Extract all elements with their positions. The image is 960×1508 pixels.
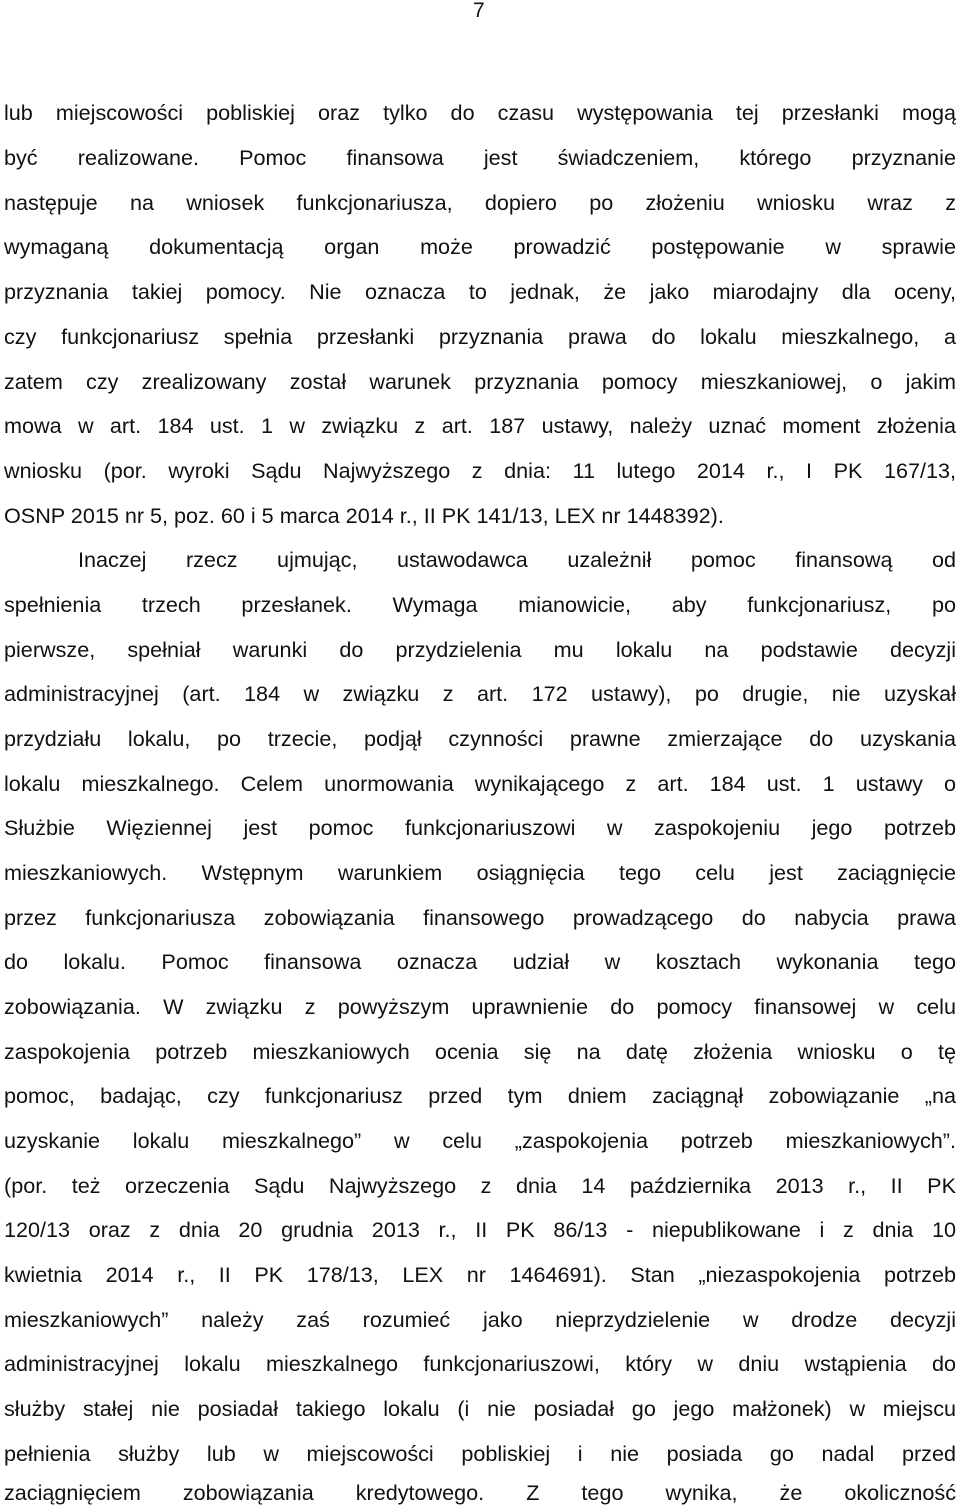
text-line: przyznania takiej pomocy. Nie oznacza to jednak, że jako miarodajny dla oceny, — [4, 279, 956, 304]
text-line: administracyjnej (art. 184 w związku z art. 172 ustawy), po drugie, nie uzyskał — [4, 681, 956, 706]
text-line: następuje na wniosek funkcjonariusza, dopiero po złożeniu wniosku wraz z — [4, 190, 956, 215]
text-line: zaciągnięciem zobowiązania kredytowego. Z tego wynika, że okoliczność — [4, 1480, 956, 1505]
text-line: pomoc, badając, czy funkcjonariusz przed tym dniem zaciągnął zobowiązanie „na — [4, 1083, 956, 1108]
page-number: 7 — [473, 0, 485, 22]
text-line: administracyjnej lokalu mieszkalnego funkcjonariuszowi, który w dniu wstąpienia do — [4, 1351, 956, 1376]
text-line: mowa w art. 184 ust. 1 w związku z art. 187 ustawy, należy uznać moment złożenia — [4, 413, 956, 438]
text-line: pełnienia służby lub w miejscowości pobliskiej i nie posiada go nadal przed — [4, 1441, 956, 1466]
text-line: Inaczej rzecz ujmując, ustawodawca uzależnił pomoc finansową od — [78, 547, 956, 572]
text-line: 120/13 oraz z dnia 20 grudnia 2013 r., II PK 86/13 - niepublikowane i z dnia 10 — [4, 1217, 956, 1242]
text-line: do lokalu. Pomoc finansowa oznacza udział w kosztach wykonania tego — [4, 949, 956, 974]
text-line: kwietnia 2014 r., II PK 178/13, LEX nr 1464691). Stan „niezaspokojenia potrzeb — [4, 1262, 956, 1287]
text-line: lokalu mieszkalnego. Celem unormowania wynikającego z art. 184 ust. 1 ustawy o — [4, 771, 956, 796]
text-line: pierwsze, spełniał warunki do przydzielenia mu lokalu na podstawie decyzji — [4, 637, 956, 662]
text-line: OSNP 2015 nr 5, poz. 60 i 5 marca 2014 r., II PK 141/13, LEX nr 1448392). — [4, 503, 724, 528]
text-line: być realizowane. Pomoc finansowa jest świadczeniem, którego przyznanie — [4, 145, 956, 170]
text-line: przydziału lokalu, po trzecie, podjął czynności prawne zmierzające do uzyskania — [4, 726, 956, 751]
text-line: spełnienia trzech przesłanek. Wymaga mianowicie, aby funkcjonariusz, po — [4, 592, 956, 617]
text-line: uzyskanie lokalu mieszkalnego” w celu „zaspokojenia potrzeb mieszkaniowych”. — [4, 1128, 956, 1153]
text-line: wymaganą dokumentacją organ może prowadzić postępowanie w sprawie — [4, 234, 956, 259]
text-line: zatem czy zrealizowany został warunek przyznania pomocy mieszkaniowej, o jakim — [4, 369, 956, 394]
text-line: mieszkaniowych. Wstępnym warunkiem osiągnięcia tego celu jest zaciągnięcie — [4, 860, 956, 885]
text-line: czy funkcjonariusz spełnia przesłanki przyznania prawa do lokalu mieszkalnego, a — [4, 324, 956, 349]
text-line: zaspokojenia potrzeb mieszkaniowych ocenia się na datę złożenia wniosku o tę — [4, 1039, 956, 1064]
text-line: służby stałej nie posiadał takiego lokalu (i nie posiadał go jego małżonek) w miejscu — [4, 1396, 956, 1421]
text-line: przez funkcjonariusza zobowiązania finansowego prowadzącego do nabycia prawa — [4, 905, 956, 930]
text-line: (por. też orzeczenia Sądu Najwyższego z dnia 14 października 2013 r., II PK — [4, 1173, 956, 1198]
text-line: wniosku (por. wyroki Sądu Najwyższego z dnia: 11 lutego 2014 r., I PK 167/13, — [4, 458, 956, 483]
text-line: Służbie Więziennej jest pomoc funkcjonariuszowi w zaspokojeniu jego potrzeb — [4, 815, 956, 840]
text-line: lub miejscowości pobliskiej oraz tylko do czasu występowania tej przesłanki mogą — [4, 100, 956, 125]
text-line: zobowiązania. W związku z powyższym uprawnienie do pomocy finansowej w celu — [4, 994, 956, 1019]
text-line: mieszkaniowych” należy zaś rozumieć jako nieprzydzielenie w drodze decyzji — [4, 1307, 956, 1332]
